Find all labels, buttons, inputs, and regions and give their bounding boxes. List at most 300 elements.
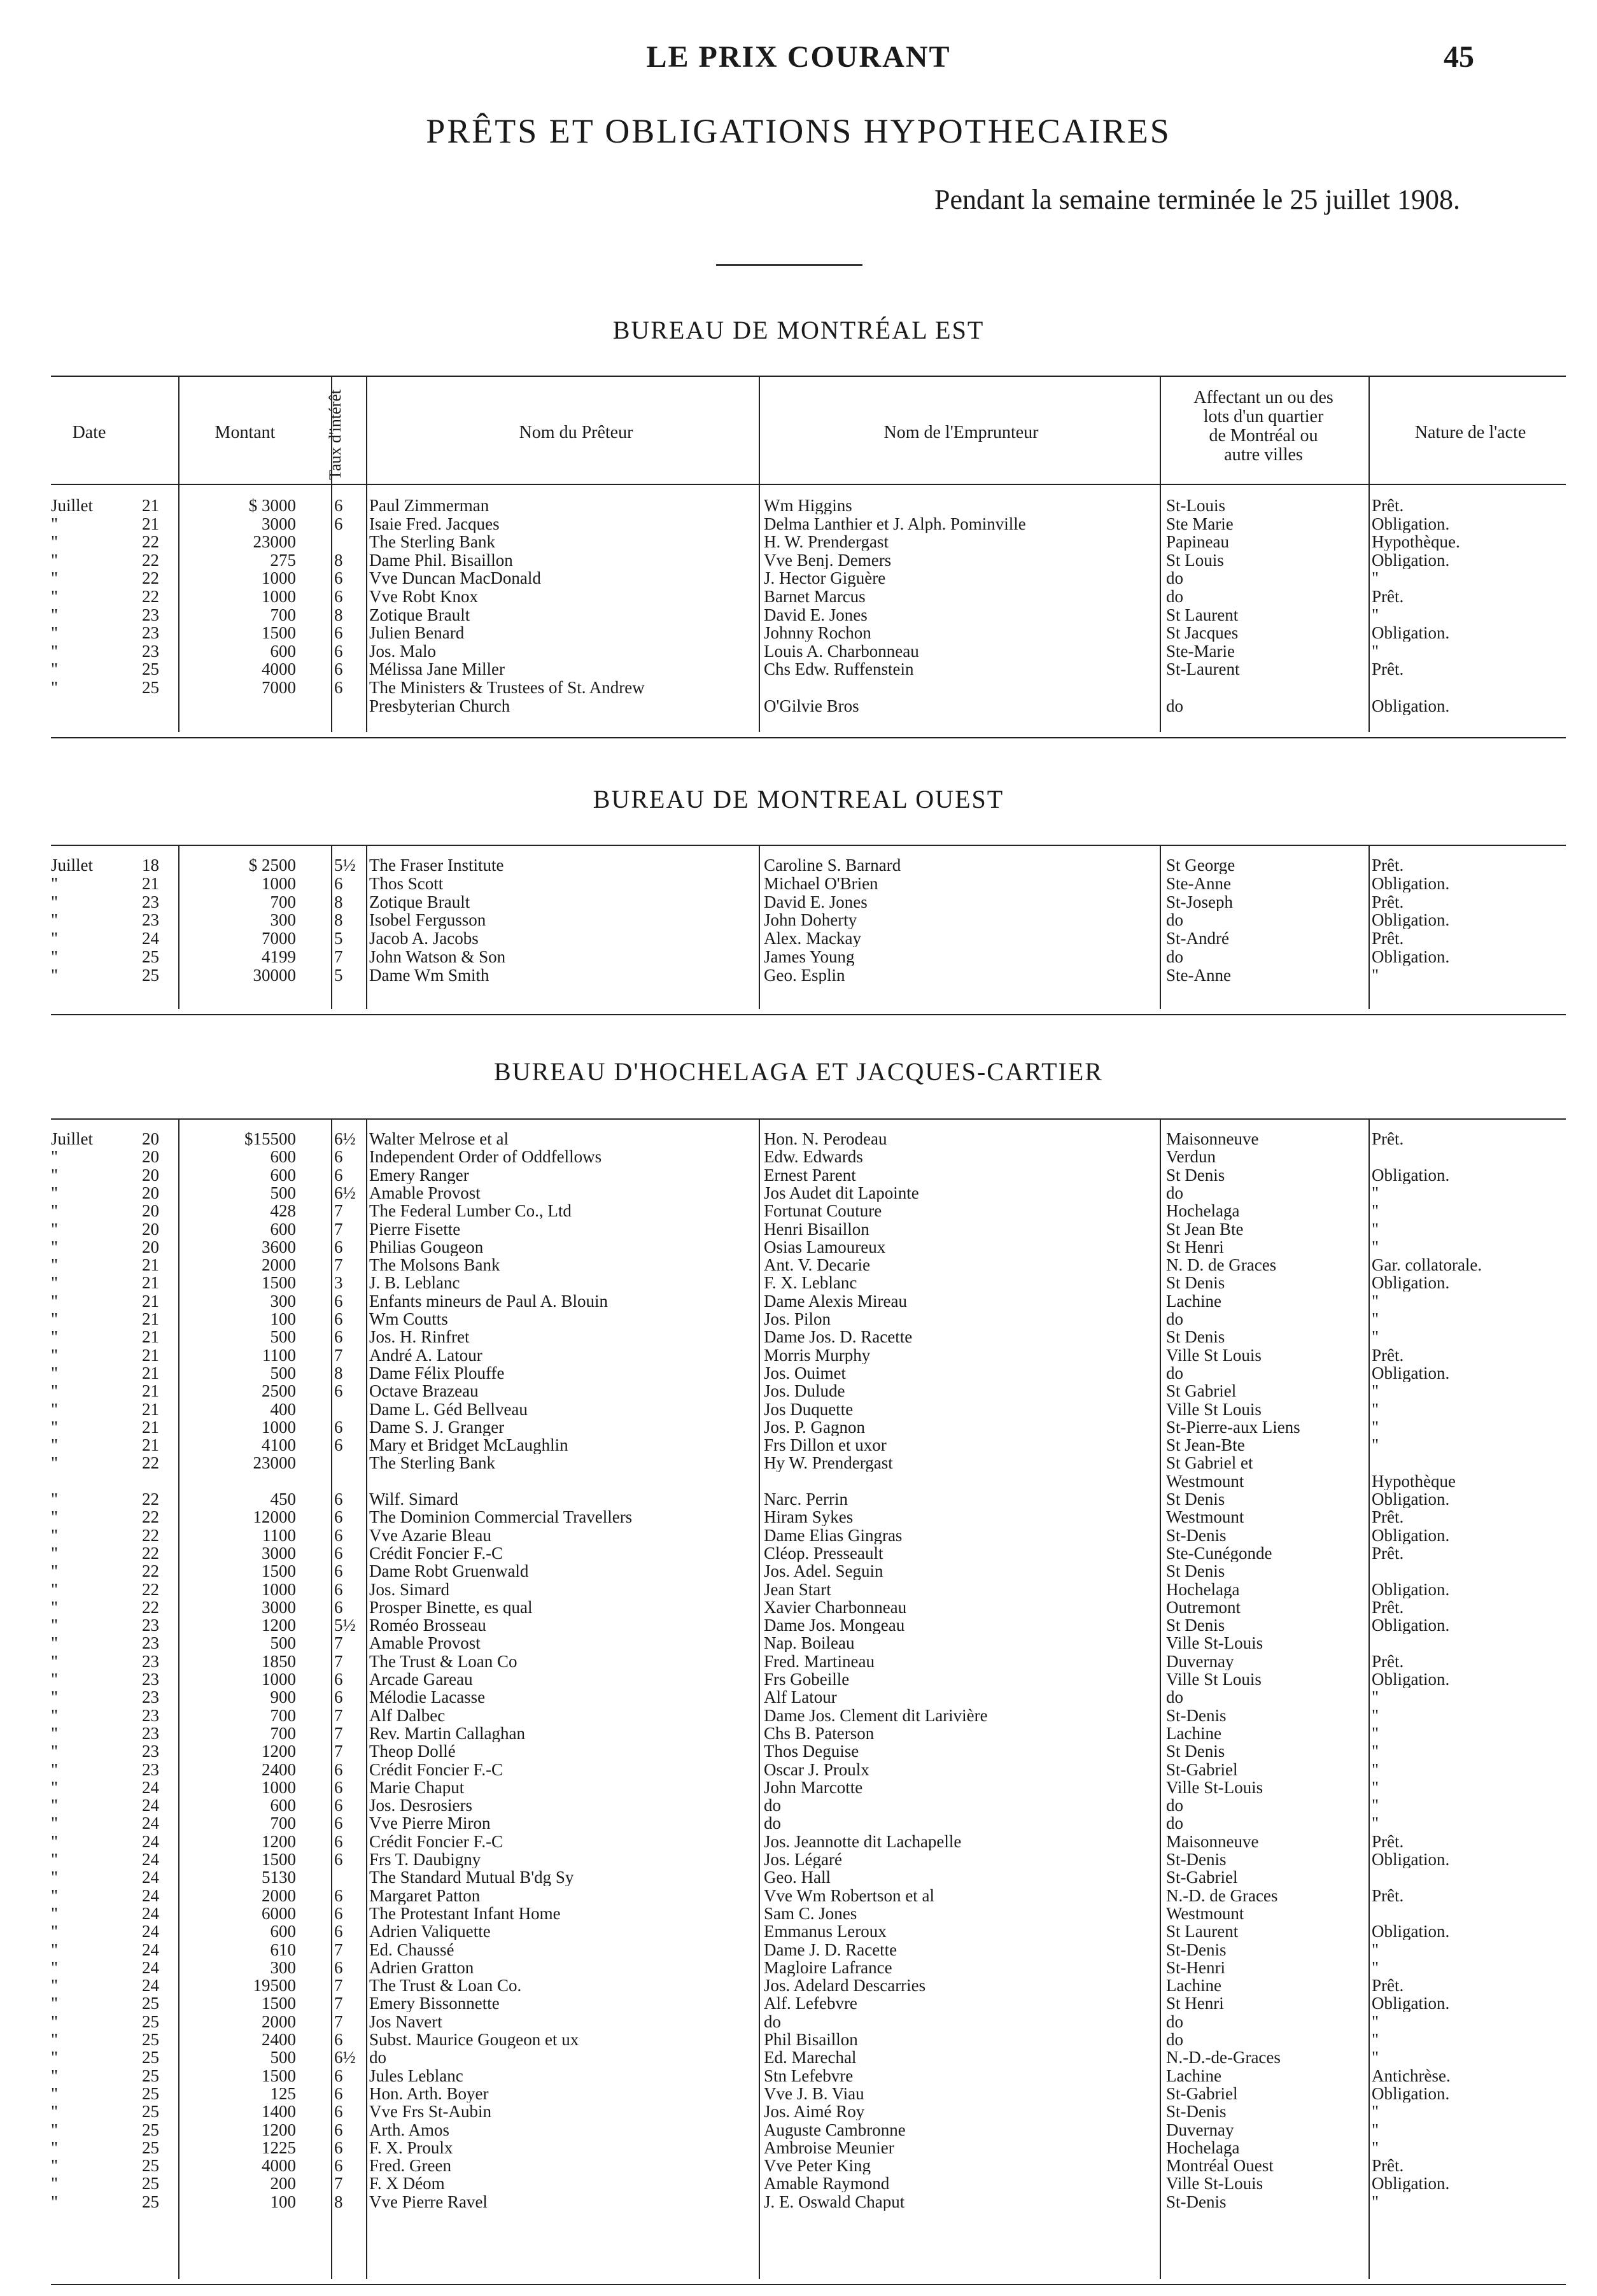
cell-borrower: Jos. Ouimet bbox=[764, 1363, 847, 1382]
cell-month: " bbox=[51, 1760, 59, 1778]
cell-lender: The Dominion Commercial Travellers bbox=[369, 1508, 633, 1526]
col-preteur: Nom du Prêteur bbox=[519, 423, 633, 442]
cell-nature: Obligation. bbox=[1372, 1490, 1450, 1508]
cell-day: 22 bbox=[142, 1490, 159, 1508]
cell-ward: St Denis bbox=[1166, 1562, 1225, 1581]
cell-rate: 6 bbox=[334, 1796, 343, 1815]
cell-borrower: Morris Murphy bbox=[764, 1346, 871, 1364]
cell-ward: Verdun bbox=[1166, 1148, 1216, 1166]
cell-borrower: Oscar J. Proulx bbox=[764, 1760, 869, 1778]
cell-ward: Ste-Anne bbox=[1166, 874, 1231, 892]
cell-lender: The Protestant Infant Home bbox=[369, 1904, 561, 1922]
cell-lender: Isobel Fergusson bbox=[369, 911, 486, 929]
cell-nature: " bbox=[1372, 2120, 1379, 2139]
cell-rate: 6 bbox=[334, 1544, 343, 1562]
cell-day: 25 bbox=[142, 948, 159, 966]
cell-ward: Westmount bbox=[1166, 1904, 1244, 1922]
cell-day: 25 bbox=[142, 2031, 159, 2048]
cell-day: 24 bbox=[142, 1796, 159, 1815]
cell-month: " bbox=[51, 1237, 59, 1256]
cell-nature: " bbox=[1372, 1220, 1379, 1238]
cell-nature: " bbox=[1372, 1958, 1379, 1976]
cell-borrower: H. W. Prendergast bbox=[764, 533, 889, 551]
cell-lender: Mélissa Jane Miller bbox=[369, 660, 505, 679]
cell-day: 25 bbox=[142, 2066, 159, 2085]
cell-lender: Theop Dollé bbox=[369, 1742, 456, 1761]
column-rule bbox=[331, 1118, 332, 2279]
cell-ward: St Denis bbox=[1166, 1742, 1225, 1761]
cell-lender: Zotique Brault bbox=[369, 605, 470, 624]
cell-amount: 3000 bbox=[262, 1598, 296, 1616]
cell-rate: 7 bbox=[334, 1724, 343, 1742]
cell-amount: 23000 bbox=[253, 533, 296, 551]
cell-rate: 6 bbox=[334, 1778, 343, 1796]
cell-borrower: Xavier Charbonneau bbox=[764, 1598, 907, 1616]
cell-month: " bbox=[51, 2174, 59, 2193]
cell-ward: St Henri bbox=[1166, 1994, 1224, 2013]
cell-month: " bbox=[51, 2157, 59, 2175]
cell-borrower: Michael O'Brien bbox=[764, 874, 878, 892]
cell-amount: 200 bbox=[270, 2174, 296, 2193]
cell-day: 21 bbox=[142, 1382, 159, 1400]
cell-lender: Emery Ranger bbox=[369, 1166, 469, 1184]
cell-ward: Lachine bbox=[1166, 2066, 1221, 2085]
cell-ward: Lachine bbox=[1166, 1724, 1221, 1742]
cell-amount: 275 bbox=[270, 551, 296, 569]
cell-lender: Vve Pierre Miron bbox=[369, 1814, 491, 1833]
cell-lender: Adrien Gratton bbox=[369, 1958, 474, 1976]
cell-ward: St Jean-Bte bbox=[1166, 1436, 1245, 1454]
cell-amount: 1500 bbox=[262, 1850, 296, 1868]
cell-lender: The Trust & Loan Co. bbox=[369, 1976, 522, 1995]
cell-month: " bbox=[51, 929, 59, 948]
cell-rate: 6 bbox=[334, 1508, 343, 1526]
cell-ward: St George bbox=[1166, 856, 1235, 874]
cell-month: " bbox=[51, 2138, 59, 2157]
cell-day: 21 bbox=[142, 1363, 159, 1382]
cell-rate: 8 bbox=[334, 892, 343, 911]
cell-rate: 6 bbox=[334, 2066, 343, 2085]
cell-lender: The Sterling Bank bbox=[369, 533, 495, 551]
cell-day: 24 bbox=[142, 1904, 159, 1922]
cell-ward: St-Pierre-aux Liens bbox=[1166, 1418, 1300, 1436]
cell-amount: 1000 bbox=[262, 1778, 296, 1796]
cell-borrower: Ernest Parent bbox=[764, 1166, 856, 1184]
cell-borrower: Jean Start bbox=[764, 1580, 831, 1598]
cell-month: " bbox=[51, 1652, 59, 1670]
cell-month: Juillet bbox=[51, 1130, 93, 1148]
cell-borrower: Nap. Boileau bbox=[764, 1634, 855, 1652]
cell-nature: " bbox=[1372, 2192, 1379, 2211]
cell-rate: 6 bbox=[334, 1418, 343, 1436]
cell-ward: Lachine bbox=[1166, 1292, 1221, 1310]
cell-rate: 6 bbox=[334, 1526, 343, 1544]
cell-rate: 7 bbox=[334, 1220, 343, 1238]
cell-amount: 19500 bbox=[253, 1976, 296, 1995]
cell-day: 21 bbox=[142, 1436, 159, 1454]
cell-ward: St Henri bbox=[1166, 1237, 1224, 1256]
cell-amount: 4000 bbox=[262, 2157, 296, 2175]
cell-amount: 4000 bbox=[262, 660, 296, 679]
cell-amount: 600 bbox=[270, 1166, 296, 1184]
column-header bbox=[0, 376, 1597, 490]
cell-ward: St-Denis bbox=[1166, 1940, 1227, 1959]
cell-borrower: Delma Lanthier et J. Alph. Pominville bbox=[764, 514, 1026, 533]
col-affectant bbox=[1158, 388, 1368, 465]
cell-day: 20 bbox=[142, 1148, 159, 1166]
cell-amount: 1850 bbox=[262, 1652, 296, 1670]
cell-nature: Obligation. bbox=[1372, 1580, 1450, 1598]
cell-borrower: Vve J. B. Viau bbox=[764, 2084, 864, 2102]
cell-nature: " bbox=[1372, 2031, 1379, 2048]
cell-nature: Prêt. bbox=[1372, 497, 1404, 514]
cell-nature: " bbox=[1372, 605, 1379, 624]
cell-nature: Hypothèque. bbox=[1372, 533, 1460, 551]
cell-amount: 1000 bbox=[262, 874, 296, 892]
col-affectant-line1: Affectant un ou des bbox=[1193, 388, 1333, 407]
cell-lender: John Watson & Son bbox=[369, 948, 506, 966]
cell-month: " bbox=[51, 2102, 59, 2121]
cell-rate: 7 bbox=[334, 1634, 343, 1652]
cell-amount: 1225 bbox=[262, 2138, 296, 2157]
cell-lender: do bbox=[369, 2048, 386, 2067]
cell-nature: Prêt. bbox=[1372, 588, 1404, 605]
cell-month: " bbox=[51, 1904, 59, 1922]
cell-ward: St-Joseph bbox=[1166, 892, 1234, 911]
cell-borrower: Edw. Edwards bbox=[764, 1148, 863, 1166]
cell-borrower: Sam C. Jones bbox=[764, 1904, 857, 1922]
cell-ward: St-Denis bbox=[1166, 1850, 1227, 1868]
cell-ward: N.-D. de Graces bbox=[1166, 1886, 1278, 1905]
cell-borrower: Dame J. D. Racette bbox=[764, 1940, 897, 1959]
cell-lender: Vve Robt Knox bbox=[369, 588, 478, 605]
cell-rate: 6 bbox=[334, 569, 343, 588]
cell-lender: Julien Benard bbox=[369, 624, 465, 642]
cell-borrower: Jos. Adelard Descarries bbox=[764, 1976, 926, 1995]
cell-month: " bbox=[51, 1418, 59, 1436]
cell-borrower: Chs B. Paterson bbox=[764, 1724, 875, 1742]
section-bottom-rule bbox=[51, 2284, 1566, 2285]
cell-month: " bbox=[51, 1256, 59, 1274]
cell-lender: The Ministers & Trustees of St. Andrew bbox=[369, 679, 645, 696]
cell-lender: Pierre Fisette bbox=[369, 1220, 461, 1238]
cell-nature: " bbox=[1372, 1814, 1379, 1833]
cell-lender: Zotique Brault bbox=[369, 892, 470, 911]
cell-ward: Lachine bbox=[1166, 1976, 1221, 1995]
cell-ward: do bbox=[1166, 1814, 1183, 1833]
cell-amount: 5130 bbox=[262, 1868, 296, 1887]
cell-lender: Ed. Chaussé bbox=[369, 1940, 454, 1959]
cell-borrower: Caroline S. Barnard bbox=[764, 856, 901, 874]
cell-amount: $15500 bbox=[244, 1130, 296, 1148]
header-bottom-rule bbox=[51, 484, 1566, 485]
cell-lender: Jos. Desrosiers bbox=[369, 1796, 472, 1815]
cell-day: 21 bbox=[142, 1400, 159, 1418]
cell-borrower: Alf. Lefebvre bbox=[764, 1994, 857, 2013]
cell-lender: Jos. Simard bbox=[369, 1580, 450, 1598]
cell-month: " bbox=[51, 514, 59, 533]
cell-nature: Prêt. bbox=[1372, 1508, 1404, 1526]
cell-borrower: do bbox=[764, 1814, 781, 1833]
cell-nature: Obligation. bbox=[1372, 1526, 1450, 1544]
cell-nature: Obligation. bbox=[1372, 911, 1450, 929]
cell-month: " bbox=[51, 1616, 59, 1635]
cell-ward: do bbox=[1166, 1796, 1183, 1815]
cell-month: " bbox=[51, 1850, 59, 1868]
cell-rate: 6 bbox=[334, 1292, 343, 1310]
cell-nature: " bbox=[1372, 1328, 1379, 1346]
cell-day: 22 bbox=[142, 1544, 159, 1562]
column-rule bbox=[759, 1118, 760, 2279]
cell-amount: 1500 bbox=[262, 2066, 296, 2085]
cell-amount: 3600 bbox=[262, 1237, 296, 1256]
cell-rate: 6 bbox=[334, 514, 343, 533]
col-affectant-line3: de Montréal ou bbox=[1209, 426, 1318, 446]
cell-day: 24 bbox=[142, 1850, 159, 1868]
cell-amount: 1000 bbox=[262, 588, 296, 605]
cell-borrower: Vve Peter King bbox=[764, 2157, 871, 2175]
cell-lender: Frs T. Daubigny bbox=[369, 1850, 481, 1868]
cell-borrower: Geo. Esplin bbox=[764, 966, 845, 984]
cell-amount: 1000 bbox=[262, 569, 296, 588]
cell-month: " bbox=[51, 1832, 59, 1850]
cell-ward: Outremont bbox=[1166, 1598, 1241, 1616]
cell-rate: 6 bbox=[334, 642, 343, 660]
cell-nature: Obligation. bbox=[1372, 551, 1450, 569]
section-title: BUREAU DE MONTRÉAL EST bbox=[612, 316, 985, 344]
cell-rate: 6 bbox=[334, 1148, 343, 1166]
cell-day: 23 bbox=[142, 605, 159, 624]
cell-ward: do bbox=[1166, 1183, 1183, 1202]
cell-borrower: Vve Benj. Demers bbox=[764, 551, 892, 569]
cell-nature: Prêt. bbox=[1372, 856, 1404, 874]
cell-borrower: Johnny Rochon bbox=[764, 624, 871, 642]
cell-ward: St Denis bbox=[1166, 1616, 1225, 1635]
cell-rate: 6 bbox=[334, 1904, 343, 1922]
cell-lender: Amable Provost bbox=[369, 1183, 481, 1202]
cell-rate: 6 bbox=[334, 1850, 343, 1868]
cell-month: " bbox=[51, 1274, 59, 1292]
cell-rate: 7 bbox=[334, 1346, 343, 1364]
cell-lender: Mary et Bridget McLaughlin bbox=[369, 1436, 568, 1454]
cell-amount: 900 bbox=[270, 1688, 296, 1707]
cell-month: " bbox=[51, 1706, 59, 1724]
cell-day: 22 bbox=[142, 1508, 159, 1526]
cell-amount: 1100 bbox=[262, 1526, 296, 1544]
cell-lender: Presbyterian Church bbox=[369, 696, 510, 715]
cell-lender: Paul Zimmerman bbox=[369, 497, 489, 514]
cell-amount: $ 3000 bbox=[248, 497, 296, 514]
cell-rate: 7 bbox=[334, 2012, 343, 2031]
cell-borrower: Fred. Martineau bbox=[764, 1652, 875, 1670]
cell-rate: 6½ bbox=[334, 1130, 356, 1148]
cell-ward: Ville St Louis bbox=[1166, 1670, 1262, 1688]
cell-rate: 7 bbox=[334, 1976, 343, 1995]
cell-amount: 1100 bbox=[262, 1346, 296, 1364]
cell-month: " bbox=[51, 1976, 59, 1995]
cell-month: " bbox=[51, 1778, 59, 1796]
cell-month: " bbox=[51, 1363, 59, 1382]
cell-rate: 6 bbox=[334, 1670, 343, 1688]
cell-borrower: do bbox=[764, 2012, 781, 2031]
cell-borrower: Amable Raymond bbox=[764, 2174, 890, 2193]
cell-day: 22 bbox=[142, 588, 159, 605]
cell-rate: 7 bbox=[334, 1706, 343, 1724]
cell-day: 22 bbox=[142, 1598, 159, 1616]
cell-ward: St-Denis bbox=[1166, 1706, 1227, 1724]
cell-lender: Isaie Fred. Jacques bbox=[369, 514, 500, 533]
cell-rate: 7 bbox=[334, 1742, 343, 1761]
cell-rate: 6 bbox=[334, 1814, 343, 1833]
cell-rate: 5½ bbox=[334, 856, 356, 874]
cell-month: " bbox=[51, 948, 59, 966]
cell-month: " bbox=[51, 1490, 59, 1508]
cell-amount: 4100 bbox=[262, 1436, 296, 1454]
journal-title: LE PRIX COURANT bbox=[646, 40, 951, 74]
cell-amount: 450 bbox=[270, 1490, 296, 1508]
cell-month: " bbox=[51, 1148, 59, 1166]
cell-ward: Hochelaga bbox=[1166, 1202, 1240, 1220]
cell-amount: 300 bbox=[270, 911, 296, 929]
cell-day: 18 bbox=[142, 856, 159, 874]
cell-ward: Westmount bbox=[1166, 1508, 1244, 1526]
cell-month: " bbox=[51, 1526, 59, 1544]
cell-day: 23 bbox=[142, 1616, 159, 1635]
cell-day: 25 bbox=[142, 679, 159, 696]
cell-lender: Independent Order of Oddfellows bbox=[369, 1148, 602, 1166]
cell-borrower: Geo. Hall bbox=[764, 1868, 831, 1887]
cell-nature: Obligation. bbox=[1372, 874, 1450, 892]
cell-month: " bbox=[51, 1940, 59, 1959]
cell-ward: St-Gabriel bbox=[1166, 1760, 1238, 1778]
cell-month: " bbox=[51, 1886, 59, 1905]
cell-lender: Roméo Brosseau bbox=[369, 1616, 486, 1635]
cell-day: 20 bbox=[142, 1183, 159, 1202]
cell-amount: 1000 bbox=[262, 1580, 296, 1598]
cell-borrower: Cléop. Presseault bbox=[764, 1544, 883, 1562]
cell-rate: 6 bbox=[334, 679, 343, 696]
section-top-rule bbox=[51, 845, 1566, 846]
cell-day: 21 bbox=[142, 1256, 159, 1274]
cell-borrower: Magloire Lafrance bbox=[764, 1958, 892, 1976]
cell-amount: 1200 bbox=[262, 1742, 296, 1761]
section-title: BUREAU D'HOCHELAGA ET JACQUES-CARTIER bbox=[494, 1057, 1103, 1086]
cell-borrower: Jos Duquette bbox=[764, 1400, 854, 1418]
cell-lender: André A. Latour bbox=[369, 1346, 482, 1364]
cell-rate: 8 bbox=[334, 911, 343, 929]
cell-nature: " bbox=[1372, 1742, 1379, 1761]
cell-nature: Obligation. bbox=[1372, 514, 1450, 533]
cell-day: 25 bbox=[142, 1994, 159, 2013]
cell-day: 20 bbox=[142, 1220, 159, 1238]
cell-lender: Enfants mineurs de Paul A. Blouin bbox=[369, 1292, 608, 1310]
cell-borrower: Chs Edw. Ruffenstein bbox=[764, 660, 914, 679]
cell-borrower: Jos. Pilon bbox=[764, 1310, 831, 1328]
cell-day: 25 bbox=[142, 2138, 159, 2157]
cell-nature: Prêt. bbox=[1372, 2157, 1404, 2175]
cell-month: " bbox=[51, 1382, 59, 1400]
title-rule bbox=[716, 264, 862, 266]
cell-lender: Jos. Malo bbox=[369, 642, 437, 660]
cell-day: 23 bbox=[142, 1652, 159, 1670]
cell-ward: do bbox=[1166, 948, 1183, 966]
cell-nature: " bbox=[1372, 1237, 1379, 1256]
cell-ward: St-Louis bbox=[1166, 497, 1226, 514]
cell-month: " bbox=[51, 1868, 59, 1887]
cell-borrower: Fortunat Couture bbox=[764, 1202, 882, 1220]
cell-nature: Obligation. bbox=[1372, 2174, 1450, 2193]
cell-borrower: Ed. Marechal bbox=[764, 2048, 857, 2067]
cell-nature: " bbox=[1372, 1418, 1379, 1436]
cell-borrower: Frs Gobeille bbox=[764, 1670, 850, 1688]
cell-amount: 12000 bbox=[253, 1508, 296, 1526]
cell-borrower: do bbox=[764, 1796, 781, 1815]
cell-borrower: Frs Dillon et uxor bbox=[764, 1436, 887, 1454]
cell-lender: The Fraser Institute bbox=[369, 856, 504, 874]
cell-month: " bbox=[51, 2120, 59, 2139]
cell-month: " bbox=[51, 1958, 59, 1976]
cell-borrower: Hy W. Prendergast bbox=[764, 1454, 893, 1472]
cell-month: " bbox=[51, 874, 59, 892]
cell-nature: " bbox=[1372, 1796, 1379, 1815]
cell-month: " bbox=[51, 605, 59, 624]
col-nature: Nature de l'acte bbox=[1414, 423, 1526, 442]
cell-day: 23 bbox=[142, 1670, 159, 1688]
cell-nature: " bbox=[1372, 2048, 1379, 2067]
cell-ward: Hochelaga bbox=[1166, 2138, 1240, 2157]
cell-rate: 6 bbox=[334, 1922, 343, 1941]
cell-rate: 8 bbox=[334, 551, 343, 569]
cell-day: 25 bbox=[142, 2157, 159, 2175]
cell-month: " bbox=[51, 642, 59, 660]
cell-nature: " bbox=[1372, 1706, 1379, 1724]
cell-rate: 6 bbox=[334, 2120, 343, 2139]
cell-amount: 2000 bbox=[262, 1256, 296, 1274]
cell-day: 21 bbox=[142, 1274, 159, 1292]
cell-amount: 600 bbox=[270, 1220, 296, 1238]
cell-lender: Crédit Foncier F.-C bbox=[369, 1760, 503, 1778]
cell-amount: 700 bbox=[270, 605, 296, 624]
column-rule bbox=[759, 376, 760, 732]
cell-nature: Prêt. bbox=[1372, 1886, 1404, 1905]
cell-amount: 500 bbox=[270, 2048, 296, 2067]
cell-ward: Duvernay bbox=[1166, 1652, 1234, 1670]
cell-lender: The Trust & Loan Co bbox=[369, 1652, 517, 1670]
cell-nature: Obligation. bbox=[1372, 1166, 1450, 1184]
cell-day: 22 bbox=[142, 1526, 159, 1544]
cell-day: 20 bbox=[142, 1166, 159, 1184]
cell-borrower: Dame Jos. Mongeau bbox=[764, 1616, 905, 1635]
cell-month: " bbox=[51, 1220, 59, 1238]
cell-amount: 1500 bbox=[262, 1274, 296, 1292]
cell-amount: 1200 bbox=[262, 2120, 296, 2139]
cell-rate: 5 bbox=[334, 966, 343, 984]
cell-month: " bbox=[51, 2048, 59, 2067]
cell-borrower: Alex. Mackay bbox=[764, 929, 861, 948]
cell-amount: 700 bbox=[270, 1706, 296, 1724]
section-title: BUREAU DE MONTREAL OUEST bbox=[593, 785, 1004, 813]
cell-borrower: Dame Elias Gingras bbox=[764, 1526, 903, 1544]
cell-nature: Prêt. bbox=[1372, 1598, 1404, 1616]
cell-nature: Obligation. bbox=[1372, 1274, 1450, 1292]
page-title: PRÊTS ET OBLIGATIONS HYPOTHECAIRES bbox=[426, 112, 1171, 150]
cell-amount: 1200 bbox=[262, 1832, 296, 1850]
cell-month: " bbox=[51, 2031, 59, 2048]
cell-rate: 6 bbox=[334, 2102, 343, 2121]
cell-lender: The Molsons Bank bbox=[369, 1256, 500, 1274]
cell-nature: Obligation. bbox=[1372, 948, 1450, 966]
cell-amount: 300 bbox=[270, 1958, 296, 1976]
